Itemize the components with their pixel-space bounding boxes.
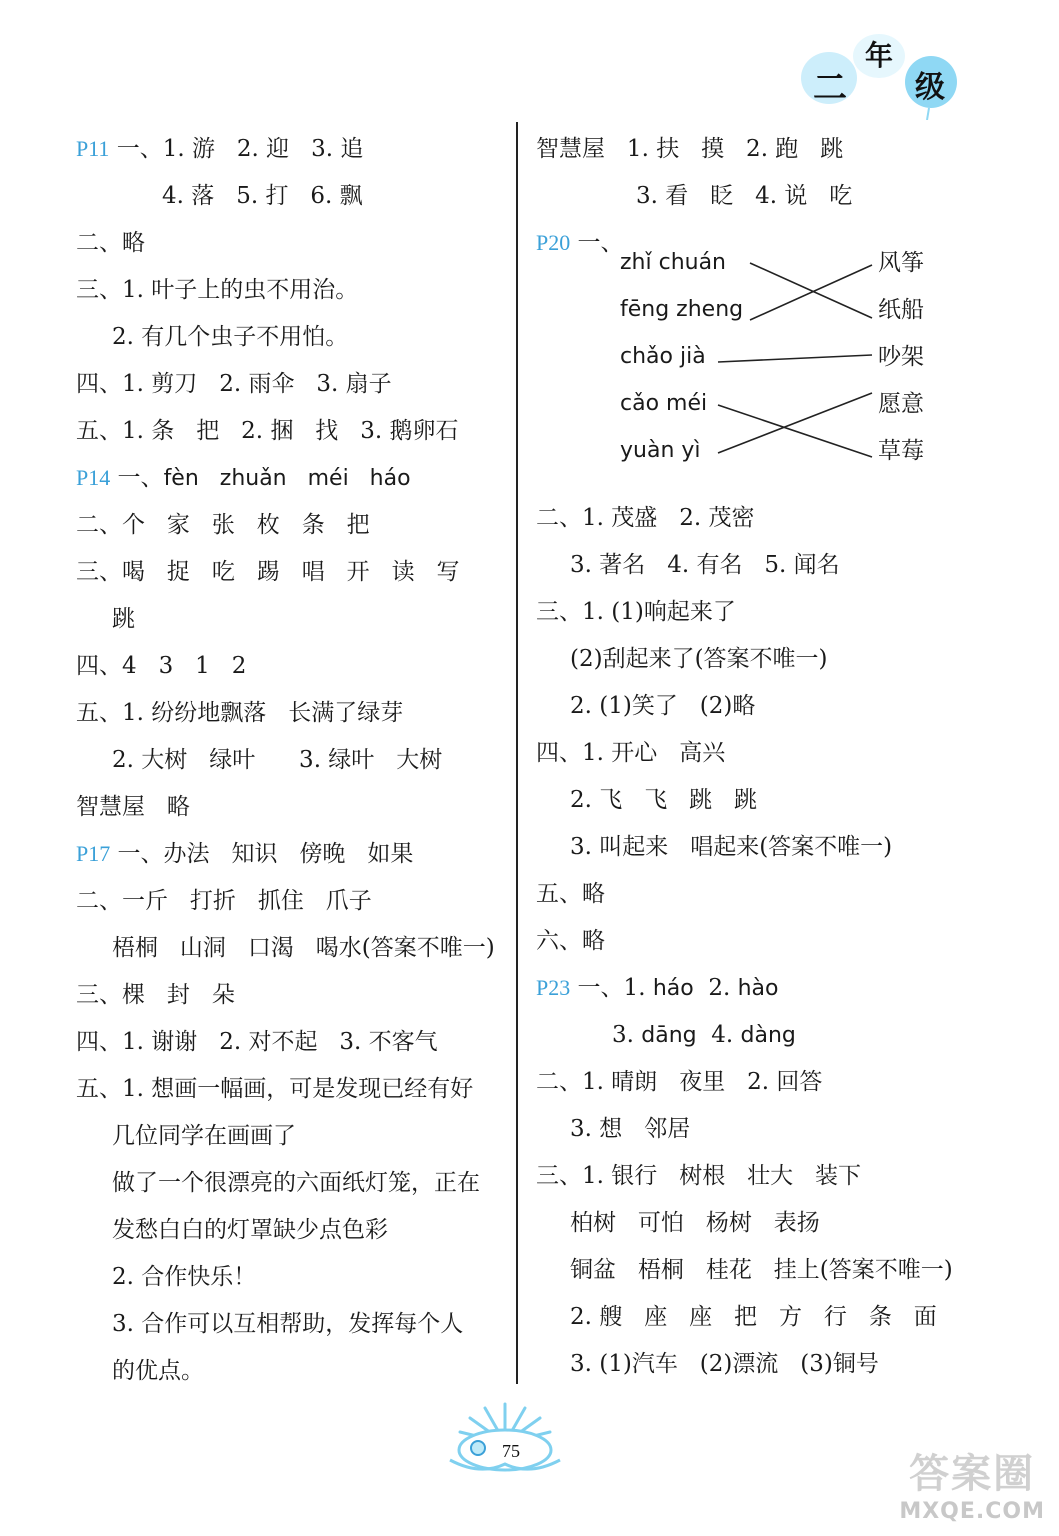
p17-line-2: 二、一斤 打折 抓住 爪子 [76, 888, 372, 914]
p14-line-5: 四、4 3 1 2 [76, 653, 247, 679]
p14-line-6: 五、1. 纷纷地飘落 长满了绿芽 [76, 700, 404, 726]
p11-line-5: 2. 有几个虫子不用怕。 [112, 324, 349, 350]
p23-line-1: P23 一、1. háo 2. hào [536, 975, 779, 1001]
p11-line-2: 4. 落 5. 打 6. 飘 [162, 183, 363, 209]
p14-line-1: P14 一、fèn zhuǎn méi háo [76, 465, 411, 491]
p17-line-5: 四、1. 谢谢 2. 对不起 3. 不客气 [76, 1029, 438, 1055]
p20-line-3: 3. 著名 4. 有名 5. 闻名 [570, 552, 840, 578]
p20-line-1: P20 一、 [536, 230, 624, 256]
p20-line-9: 3. 叫起来 唱起来(答案不唯一) [570, 834, 893, 860]
page-number-badge [440, 1398, 570, 1478]
pinyin-item: yuàn yì [620, 438, 701, 463]
p14-line-8: 智慧屋 略 [76, 794, 190, 820]
p23-line-7: 铜盆 梧桐 桂花 挂上(答案不唯一) [570, 1257, 953, 1283]
word-item: 风筝 [878, 250, 924, 276]
grade-char-2: 年 [865, 39, 894, 72]
page-label-p17: P17 [76, 841, 111, 866]
p20-line-5: (2)刮起来了(答案不唯一) [570, 646, 828, 672]
pinyin-item: cǎo méi [620, 391, 708, 416]
page-label-p23: P23 [536, 975, 571, 1000]
sun-splash-icon [440, 1398, 570, 1478]
page-number: 75 [502, 1441, 520, 1461]
word-item: 草莓 [878, 438, 924, 464]
p11-line-7: 五、1. 条 把 2. 捆 找 3. 鹅卵石 [76, 418, 459, 444]
p17-line-11: 3. 合作可以互相帮助，发挥每个人 [112, 1311, 464, 1337]
p11-line-4: 三、1. 叶子上的虫不用治。 [76, 277, 359, 303]
p23-line-6: 柏树 可怕 杨树 表扬 [570, 1210, 820, 1236]
p23-line-3: 二、1. 晴朗 夜里 2. 回答 [536, 1069, 823, 1095]
p23-line-8: 2. 艘 座 座 把 方 行 条 面 [570, 1304, 937, 1330]
p17-line-3: 梧桐 山洞 口渴 喝水(答案不唯一) [112, 935, 495, 961]
p23-line-4: 3. 想 邻居 [570, 1116, 691, 1142]
p20-line-4: 三、1. (1)响起来了 [536, 599, 736, 625]
page-label-p20: P20 [536, 230, 571, 255]
match-line [750, 265, 872, 320]
match-line [718, 355, 872, 362]
watermark [899, 1442, 1045, 1524]
p14-line-7: 2. 大树 绿叶 3. 绿叶 大树 [112, 747, 443, 773]
watermark-url: MXQE.COM [899, 1499, 1045, 1524]
p14-line-2: 二、个 家 张 枚 条 把 [76, 512, 370, 538]
p17-line-12: 的优点。 [112, 1358, 204, 1384]
grade-char-1: 二 [813, 68, 847, 108]
p20-line-8: 2. 飞 飞 跳 跳 [570, 787, 758, 813]
p11-line-6: 四、1. 剪刀 2. 雨伞 3. 扇子 [76, 371, 392, 397]
pinyin-item: fēng zheng [620, 297, 744, 322]
zhihui-line-1: 智慧屋 1. 扶 摸 2. 跑 跳 [536, 136, 844, 162]
p14-line-4: 跳 [112, 606, 135, 632]
match-line [718, 405, 872, 457]
p14-line-3: 三、喝 捉 吃 踢 唱 开 读 写 [76, 559, 460, 585]
p23-line-5: 三、1. 银行 树根 壮大 装下 [536, 1163, 862, 1189]
watermark-logo: 答案圈 [909, 1451, 1036, 1497]
p23-line-9: 3. (1)汽车 (2)漂流 (3)铜号 [570, 1351, 879, 1377]
word-item: 愿意 [878, 391, 924, 417]
p17-line-6: 五、1. 想画一幅画，可是发现已经有好 [76, 1076, 474, 1102]
zhihui-line-2: 3. 看 眨 4. 说 吃 [636, 183, 853, 209]
grade-char-3: 级 [915, 70, 945, 105]
word-item: 纸船 [878, 297, 924, 323]
p20-line-6: 2. (1)笑了 (2)略 [570, 693, 756, 719]
word-item: 吵架 [878, 344, 924, 370]
p11-line-3: 二、略 [76, 230, 145, 256]
pinyin-item: zhǐ chuán [620, 250, 727, 275]
p20-line-7: 四、1. 开心 高兴 [536, 740, 726, 766]
p17-line-4: 三、棵 封 朵 [76, 982, 235, 1008]
p17-line-1: P17 一、办法 知识 傍晚 如果 [76, 841, 414, 867]
p20-line-10: 五、略 [536, 881, 605, 907]
pinyin-item: chǎo jià [620, 344, 706, 369]
page-label-p11: P11 [76, 136, 110, 161]
match-line [750, 263, 872, 318]
p17-line-8: 做了一个很漂亮的六面纸灯笼，正在 [112, 1170, 480, 1196]
p17-line-9: 发愁白白的灯罩缺少点色彩 [112, 1217, 388, 1243]
p17-line-7: 几位同学在画画了 [112, 1123, 296, 1149]
grade-badge [799, 30, 959, 120]
p23-line-2: 3. dāng 4. dàng [612, 1022, 796, 1048]
p20-line-2: 二、1. 茂盛 2. 茂密 [536, 505, 755, 531]
page-label-p14: P14 [76, 465, 111, 490]
match-line [718, 393, 872, 453]
column-divider [516, 122, 518, 1384]
p20-line-11: 六、略 [536, 928, 605, 954]
matching-lines [600, 240, 880, 470]
p17-line-10: 2. 合作快乐！ [112, 1264, 257, 1290]
p11-line-1: P11 一、1. 游 2. 迎 3. 追 [76, 136, 364, 162]
